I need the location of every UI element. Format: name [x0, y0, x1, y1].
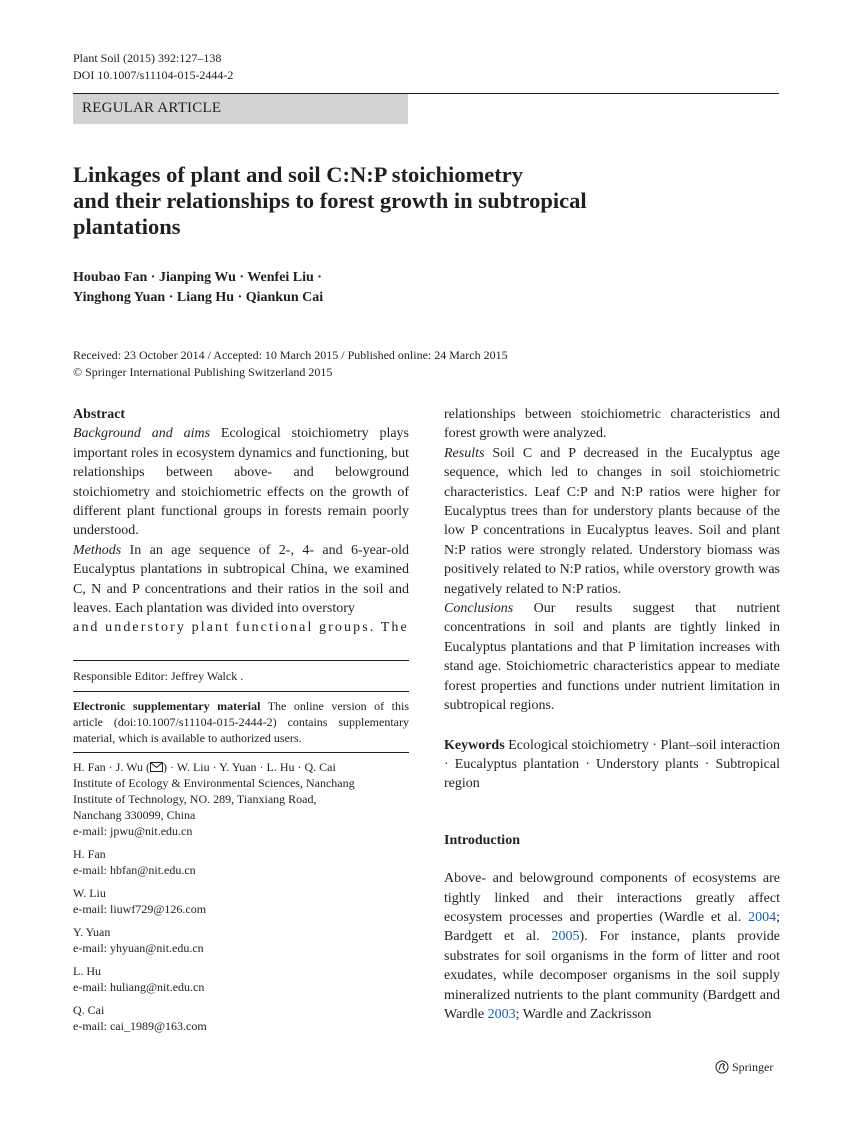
date-history: Received: 23 October 2014 / Accepted: 10 March 2015 / Published online: 24 March 2015 [73, 348, 508, 362]
contact-name: Y. Yuan [73, 924, 111, 939]
keywords-label: Keywords [444, 737, 505, 753]
doi: DOI 10.1007/s11104-015-2444-2 [73, 68, 234, 82]
contact-name: H. Fan [73, 846, 106, 861]
title-line-3: plantations [73, 214, 181, 239]
background-text: Ecological stoichiometry plays important roles in ecosystem dynamics and functioning, but relationships between above- and belowground stoichiometry and stoichiometric effects on the growth of different plant functional groups in forests remain poorly understood. [73, 426, 410, 539]
authors-line-2: Yinghong Yuan · Liang Hu · Qiankun Cai [73, 290, 324, 305]
contact-cai [73, 1002, 409, 1034]
abstract-background [73, 424, 409, 540]
article-title [73, 162, 693, 240]
results-text: Soil C and P decreased in the Eucalyptus age sequence, which led to changes in soil stoichiometric characteristics. Leaf C:P and N:P ratios were higher for Eucalyptus trees than for understory plants because of the low P concentrations in Eucalyptus leaves. Soil and plant N:P ratios were strongly related. Understory biomass was positively related to N:P ratios, while overstory growth was negatively related to N:P ratios. [444, 445, 780, 597]
methods-label: Methods [73, 542, 122, 558]
abstract-methods [73, 541, 409, 619]
contact-email[interactable]: e-mail: cai_1989@163.com [73, 1018, 207, 1033]
contact-hu [73, 963, 409, 995]
affiliation-block [73, 759, 409, 1034]
affiliation-line-2: Institute of Technology, NO. 289, Tianxiang Road, [73, 791, 317, 806]
contact-email[interactable]: e-mail: huliang@nit.edu.cn [73, 979, 205, 994]
abstract-continued: relationships between stoichiometric characteristics and forest growth were analyzed. [444, 407, 780, 442]
journal-citation: Plant Soil (2015) 392:127–138 [73, 51, 222, 65]
corresponding-email[interactable]: e-mail: jpwu@nit.edu.cn [73, 823, 193, 838]
contact-fan [73, 846, 409, 878]
contact-liu [73, 885, 409, 917]
keywords-text: Ecological stoichiometry · Plant–soil interaction · Eucalyptus plantation · Understory plants · Subtropical region [444, 737, 780, 792]
author-list [73, 268, 323, 308]
keywords [444, 736, 780, 794]
contact-name: L. Hu [73, 963, 101, 978]
contact-email[interactable]: e-mail: yhyuan@nit.edu.cn [73, 940, 204, 955]
conclusions-label: Conclusions [444, 601, 514, 617]
right-column [444, 405, 780, 1024]
title-line-1: Linkages of plant and soil C:N:P stoichiometry [73, 162, 524, 187]
responsible-editor: Responsible Editor: Jeffrey Walck . [73, 668, 244, 683]
publisher-name: Springer [732, 1060, 774, 1074]
esm-text: The online version of this article (doi:10.1007/s11104-015-2444-2) contains supplementary material, which is available to authorized users. [73, 698, 410, 745]
methods-text: In an age sequence of 2-, 4- and 6-year-old Eucalyptus plantations in subtropical China, we examined C, N and P concentrations and their ratios in the soil and leaves. Each plantation was divided into overstory [73, 542, 409, 617]
results-label: Results [444, 445, 485, 461]
abstract-conclusions [444, 599, 780, 715]
contact-name: Q. Cai [73, 1002, 105, 1017]
affiliation-authors: H. Fan · J. Wu ( ) · W. Liu · Y. Yuan · L. Hu · Q. Cai [73, 759, 336, 774]
contact-yuan [73, 924, 409, 956]
affiliation-line-1: Institute of Ecology & Environmental Sciences, Nanchang [73, 775, 355, 790]
footnote-rule-3 [73, 752, 409, 753]
publication-dates [73, 347, 508, 381]
contact-email[interactable]: e-mail: liuwf729@126.com [73, 901, 207, 916]
citation-link[interactable]: 2004 [748, 909, 777, 925]
article-type-banner [73, 94, 408, 124]
title-line-2: and their relationships to forest growth in subtropical [73, 188, 587, 213]
journal-header [73, 50, 233, 84]
left-column [73, 405, 409, 1041]
esm-note [73, 698, 409, 746]
abstract-results [444, 444, 780, 599]
abstract-heading: Abstract [73, 407, 126, 422]
article-type: REGULAR ARTICLE [82, 100, 222, 116]
envelope-icon [150, 762, 163, 772]
footnote-rule [73, 660, 409, 661]
citation-link[interactable]: 2005 [551, 929, 580, 945]
methods-last-line: and understory plant functional groups. The [73, 620, 409, 636]
introduction-heading: Introduction [444, 832, 520, 848]
background-label: Background and aims [73, 426, 211, 442]
introduction-text: Above- and belowground components of ecosystems are tightly linked and their interactions greatly affect ecosystem processes and properties (Wardle et al. 2004; Bardgett et al. 2005). For instance, plants provide substrates for soil organisms in the form of litter and root exudates, while decomposer organisms in the soil supply mineralized nutrients to the plant community (Bardgett and Wardle 2003; Wardle and Zackrisson [444, 871, 781, 1022]
footnote-rule-2 [73, 691, 409, 692]
authors-line-1: Houbao Fan · Jianping Wu · Wenfei Liu · [73, 270, 322, 285]
conclusions-text: Our results suggest that nutrient concentrations in soil and plants are tightly linked in Eucalyptus plantations and that P limitation increases with stand age. Stoichiometric characteristics appear to mediate forest properties and functions under nutrient limitation in subtropical regions. [444, 601, 780, 714]
affiliation-line-3: Nanchang 330099, China [73, 807, 196, 822]
copyright: © Springer International Publishing Switzerland 2015 [73, 365, 333, 379]
corresponding-affiliation [73, 759, 409, 839]
esm-label: Electronic supplementary material [73, 698, 261, 713]
citation-link[interactable]: 2003 [487, 1006, 516, 1022]
springer-horse-icon [715, 1060, 729, 1074]
contact-email[interactable]: e-mail: hbfan@nit.edu.cn [73, 862, 196, 877]
publisher-footer [715, 1060, 773, 1075]
contact-name: W. Liu [73, 885, 106, 900]
